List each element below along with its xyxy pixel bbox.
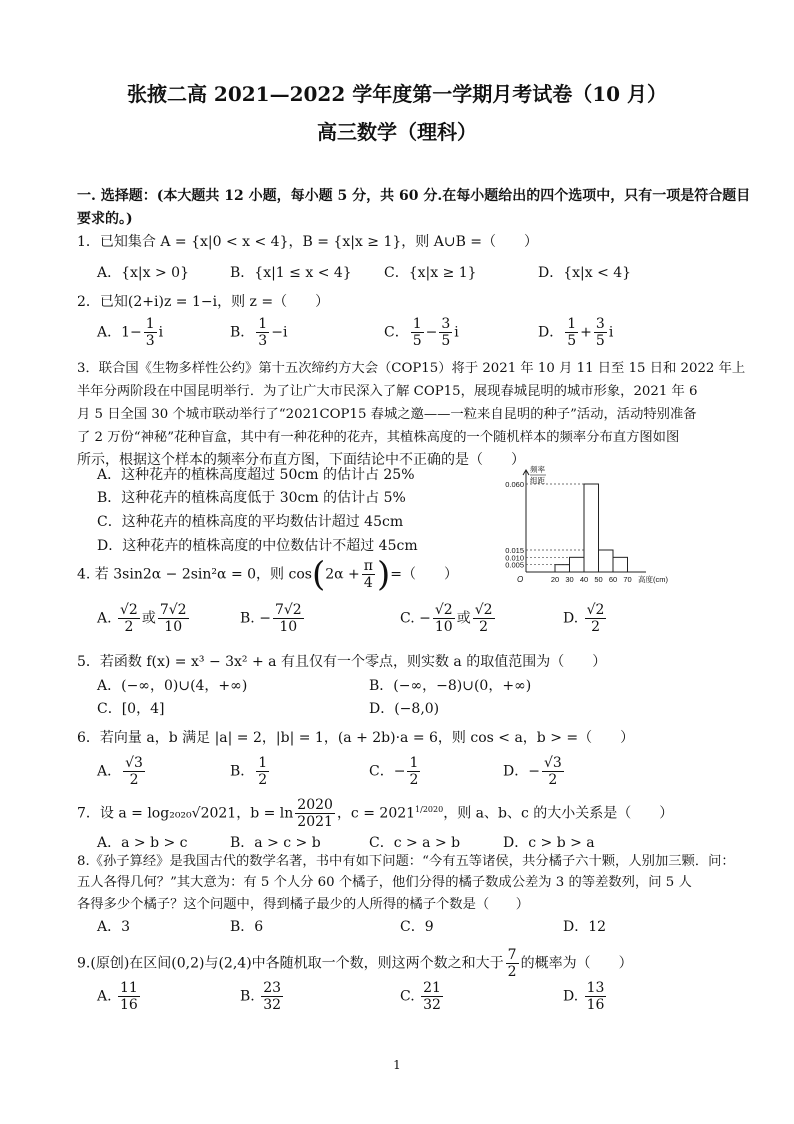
q7-option-d[interactable]: D．c > b > a xyxy=(503,835,595,851)
exam-title: 张掖二高 2021—2022 学年度第一学期月考试卷（10 月） xyxy=(126,82,668,106)
q8-option-c[interactable]: C．9 xyxy=(400,919,434,935)
q1-stem: 1．已知集合 A = {x|0 < x < 4}，B = {x|x ≥ 1}，则 A∪B =（ ） xyxy=(77,234,539,250)
q3-line5: 所示，根据这个样本的频率分布直方图，下面结论中不正确的是（ ） xyxy=(77,452,525,468)
q5-stem: 5．若函数 f(x) = x³ − 3x² + a 有且仅有一个零点，则实数 a 的取值范围为（ ） xyxy=(77,654,607,670)
q5-option-d[interactable]: D．(−8,0) xyxy=(369,701,440,717)
q1-option-a[interactable]: A．{x|x > 0} xyxy=(97,265,189,281)
q4-option-b[interactable]: B. − $\frac{7√2}{10}$ xyxy=(240,602,302,635)
histogram-bar-50-60 xyxy=(599,550,614,572)
q9-option-d[interactable]: D. $\frac{13}{16}$ xyxy=(563,980,605,1013)
y-axis-label-bottom: 组距 xyxy=(530,476,545,485)
q2-option-c[interactable]: C． $\frac{1}{5}$ − $\frac{3}{5}$ i xyxy=(384,316,459,349)
q8-line2: 五人各得几何？”其大意为：有 5 个人分 60 个橘子，他们分得的橘子数成公差为 3 的等差数列，问 5 人 xyxy=(77,875,692,890)
q3-line1: 3．联合国《生物多样性公约》第十五次缔约方大会（COP15）将于 2021 年 10 月 11 日至 15 日和 2022 年上 xyxy=(77,361,746,376)
q3-option-a[interactable]: A．这种花卉的植株高度超过 50cm 的估计占 25% xyxy=(97,467,415,483)
q2-option-d[interactable]: D． $\frac{1}{5}$ + $\frac{3}{5}$ i xyxy=(538,316,614,349)
q9-stem: 9.(原创)在区间(0,2)与(2,4)中各随机取一个数，则这两个数之和大于 $\frac{7}{2}$ 的概率为（ ） xyxy=(77,947,633,980)
y-tick-label: 0.015 xyxy=(505,546,524,555)
q4-option-a[interactable]: A. $\frac{√2}{2}$ 或 $\frac{7√2}{10}$ xyxy=(97,602,187,635)
section-heading-line2: 要求的。) xyxy=(77,211,133,227)
q3-line2: 半年分两阶段在中国昆明举行．为了让广大市民深入了解 COP15，展现春城昆明的城市形象，2021 年 6 xyxy=(77,384,698,399)
q1-option-b[interactable]: B．{x|1 ≤ x < 4} xyxy=(230,265,352,281)
y-axis-label-top: 频率 xyxy=(530,465,545,474)
q7-stem: 7．设 a = log₂₀₂₀√2021，b = ln $\frac{2020}{2021}$ ，$c = 2021^{1/2020}$，则 a、b、c 的大小关系是（ ） xyxy=(77,797,674,830)
q4-option-d[interactable]: D. $\frac{√2}{2}$ xyxy=(563,602,605,635)
x-tick-label: 70 xyxy=(623,575,632,584)
q6-option-d[interactable]: D．− $\frac{√3}{2}$ xyxy=(503,755,562,788)
q2-option-a[interactable]: A．1− $\frac{1}{3}$ i xyxy=(97,316,164,349)
q8-option-a[interactable]: A．3 xyxy=(97,919,131,935)
y-tick-label: 0.005 xyxy=(505,560,524,570)
q5-option-b[interactable]: B．(−∞，−8)∪(0，+∞) xyxy=(369,678,532,694)
x-tick-label: 40 xyxy=(579,575,589,584)
x-axis-label: 高度(cm) xyxy=(638,575,668,584)
q9-option-c[interactable]: C. $\frac{21}{32}$ xyxy=(400,980,441,1013)
histogram-bar-20-30 xyxy=(555,565,570,572)
q8-line3: 各得多少个橘子？这个问题中，得到橘子最少的人所得的橘子个数是（ ） xyxy=(77,897,530,912)
q1-option-c[interactable]: C．{x|x ≥ 1} xyxy=(384,265,477,281)
q6-option-c[interactable]: C．− $\frac{1}{2}$ xyxy=(369,755,419,788)
x-tick-label: 20 xyxy=(550,575,560,584)
q4-option-c[interactable]: C. − $\frac{√2}{10}$ 或 $\frac{√2}{2}$ xyxy=(400,602,493,635)
q3-option-d[interactable]: D．这种花卉的植株高度的中位数估计不超过 45cm xyxy=(97,538,418,554)
x-tick-label: 60 xyxy=(608,575,618,584)
q5-option-a[interactable]: A．(−∞，0)∪(4，+∞) xyxy=(97,678,248,694)
histogram-bar-60-70 xyxy=(613,557,628,572)
exam-subtitle: 高三数学（理科） xyxy=(317,120,477,144)
q7-option-c[interactable]: C．c > a > b xyxy=(369,835,461,851)
y-tick-label: 0.060 xyxy=(505,480,524,489)
q4-stem: 4. 若 3sin2α − 2sin²α = 0，则 cos(2α + $\frac{\pi}{4}$ )=（ ） xyxy=(77,554,458,595)
q6-option-b[interactable]: B． $\frac{1}{2}$ xyxy=(230,755,268,788)
q8-option-b[interactable]: B．6 xyxy=(230,919,264,935)
q8-line1: 8.《孙子算经》是我国古代的数学名著，书中有如下问题：“今有五等诸侯，共分橘子六十颗，人别加三颗．问： xyxy=(77,854,735,869)
x-tick-label: 30 xyxy=(565,575,574,584)
q2-option-b[interactable]: B． $\frac{1}{3}$ −i xyxy=(230,316,288,349)
histogram-bar-40-50 xyxy=(584,484,599,572)
frequency-histogram xyxy=(494,462,668,590)
q3-option-b[interactable]: B．这种花卉的植株高度低于 30cm 的估计占 5% xyxy=(97,490,406,506)
q7-option-a[interactable]: A．a > b > c xyxy=(97,835,188,851)
q3-line4: 了 2 万份“神秘”花种盲盒，其中有一种花种的花卉，其植株高度的一个随机样本的频率分布直方图如图 xyxy=(77,430,680,445)
q7-option-b[interactable]: B．a > c > b xyxy=(230,835,321,851)
section-heading-line1: 一. 选择题：(本大题共 12 小题，每小题 5 分，共 60 分.在每小题给出的四个选项中，只有一项是符合题目 xyxy=(77,188,751,204)
q2-stem: 2．已知(2+i)z = 1−i，则 z =（ ） xyxy=(77,294,330,310)
histogram-bar-30-40 xyxy=(570,557,585,572)
q8-option-d[interactable]: D．12 xyxy=(563,919,607,935)
q3-line3: 月 5 日全国 30 个城市联动举行了“2021COP15 春城之邀——一粒来自昆明的种子”活动，活动特别准备 xyxy=(77,407,697,422)
q1-option-d[interactable]: D．{x|x < 4} xyxy=(538,265,632,281)
q6-stem: 6．若向量 a，b 满足 |a| = 2，|b| = 1，(a + 2b)·a = 6，则 cos < a，b > =（ ） xyxy=(77,730,635,746)
page-number: 1 xyxy=(393,1058,401,1072)
origin-label: O xyxy=(517,575,524,584)
q9-option-a[interactable]: A. $\frac{11}{16}$ xyxy=(97,980,138,1013)
x-tick-label: 50 xyxy=(594,575,603,584)
q9-option-b[interactable]: B. $\frac{23}{32}$ xyxy=(240,980,282,1013)
y-tick-label: 0.010 xyxy=(505,553,524,563)
q6-option-a[interactable]: A． $\frac{√3}{2}$ xyxy=(97,755,143,788)
q3-option-c[interactable]: C．这种花卉的植株高度的平均数估计超过 45cm xyxy=(97,514,404,530)
q5-option-c[interactable]: C．[0，4] xyxy=(97,701,165,717)
